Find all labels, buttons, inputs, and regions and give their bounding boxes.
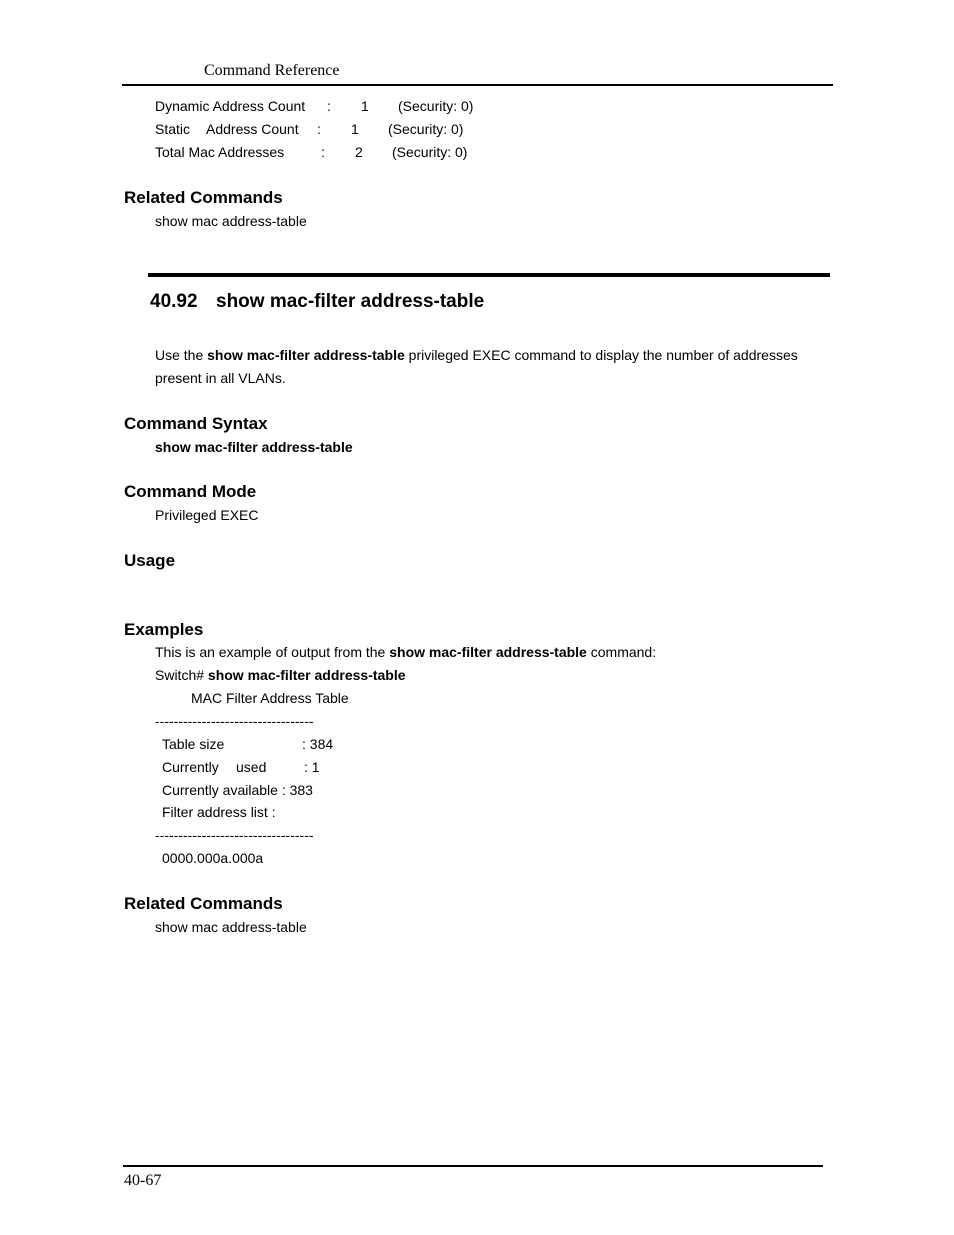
examples-intro-command: show mac-filter address-table	[389, 644, 587, 660]
prompt-command: show mac-filter address-table	[207, 667, 406, 683]
intro-post: privileged EXEC command to display the number of addresses	[404, 347, 798, 363]
usage-heading: Usage	[124, 551, 176, 570]
dynamic-count-colon: :	[327, 98, 331, 114]
related-command-item-2: show mac address-table	[155, 919, 307, 935]
section-number: 40.92	[150, 291, 198, 312]
section-rule	[148, 273, 830, 277]
section-title: show mac-filter address-table	[216, 291, 485, 312]
filter-address-entry: 0000.000a.000a	[162, 850, 264, 866]
related-command-item: show mac address-table	[155, 213, 307, 229]
examples-intro-post: command:	[586, 644, 657, 660]
page-number: 40-67	[124, 1172, 162, 1189]
currently-available: Currently available : 383	[162, 782, 313, 798]
static-count-label-a: Static	[155, 121, 191, 137]
filter-address-list-label: Filter address list :	[162, 804, 276, 820]
static-count-label-b: Address Count	[206, 121, 299, 137]
currently-label: Currently	[162, 759, 219, 775]
dynamic-count-security: (Security: 0)	[398, 98, 474, 114]
command-syntax-value: show mac-filter address-table	[155, 439, 353, 455]
static-count-colon: :	[317, 121, 321, 137]
used-value: : 1	[304, 759, 320, 775]
examples-intro	[155, 644, 656, 660]
command-syntax-heading: Command Syntax	[124, 414, 268, 433]
related-commands-heading-2: Related Commands	[124, 894, 283, 913]
total-count-colon: :	[321, 144, 325, 160]
page-header-title: Command Reference	[204, 62, 340, 79]
dynamic-count-value: 1	[361, 98, 369, 114]
related-commands-heading: Related Commands	[124, 188, 283, 207]
output-separator-2: ----------------------------------	[155, 827, 314, 843]
static-count-value: 1	[351, 121, 359, 137]
prompt-text: Switch#	[155, 667, 208, 683]
table-size-value: : 384	[302, 736, 334, 752]
intro-pre: Use the	[155, 347, 208, 363]
used-label: used	[236, 759, 267, 775]
footer-rule	[123, 1165, 823, 1167]
intro-line-1	[155, 347, 798, 363]
intro-line-2: present in all VLANs.	[155, 370, 286, 386]
output-separator-1: ----------------------------------	[155, 713, 314, 729]
examples-intro-pre: This is an example of output from the	[155, 644, 390, 660]
total-count-security: (Security: 0)	[392, 144, 468, 160]
header-rule	[122, 84, 833, 86]
dynamic-count-label: Dynamic Address Count	[155, 98, 306, 114]
total-count-label: Total Mac Addresses	[155, 144, 285, 160]
command-mode-heading: Command Mode	[124, 482, 257, 501]
intro-command: show mac-filter address-table	[207, 347, 405, 363]
command-mode-value: Privileged EXEC	[155, 507, 259, 523]
examples-heading: Examples	[124, 620, 204, 639]
output-table-title: MAC Filter Address Table	[191, 690, 349, 706]
table-size-label: Table size	[162, 736, 225, 752]
total-count-value: 2	[355, 144, 363, 160]
static-count-security: (Security: 0)	[388, 121, 464, 137]
example-prompt	[155, 667, 406, 683]
